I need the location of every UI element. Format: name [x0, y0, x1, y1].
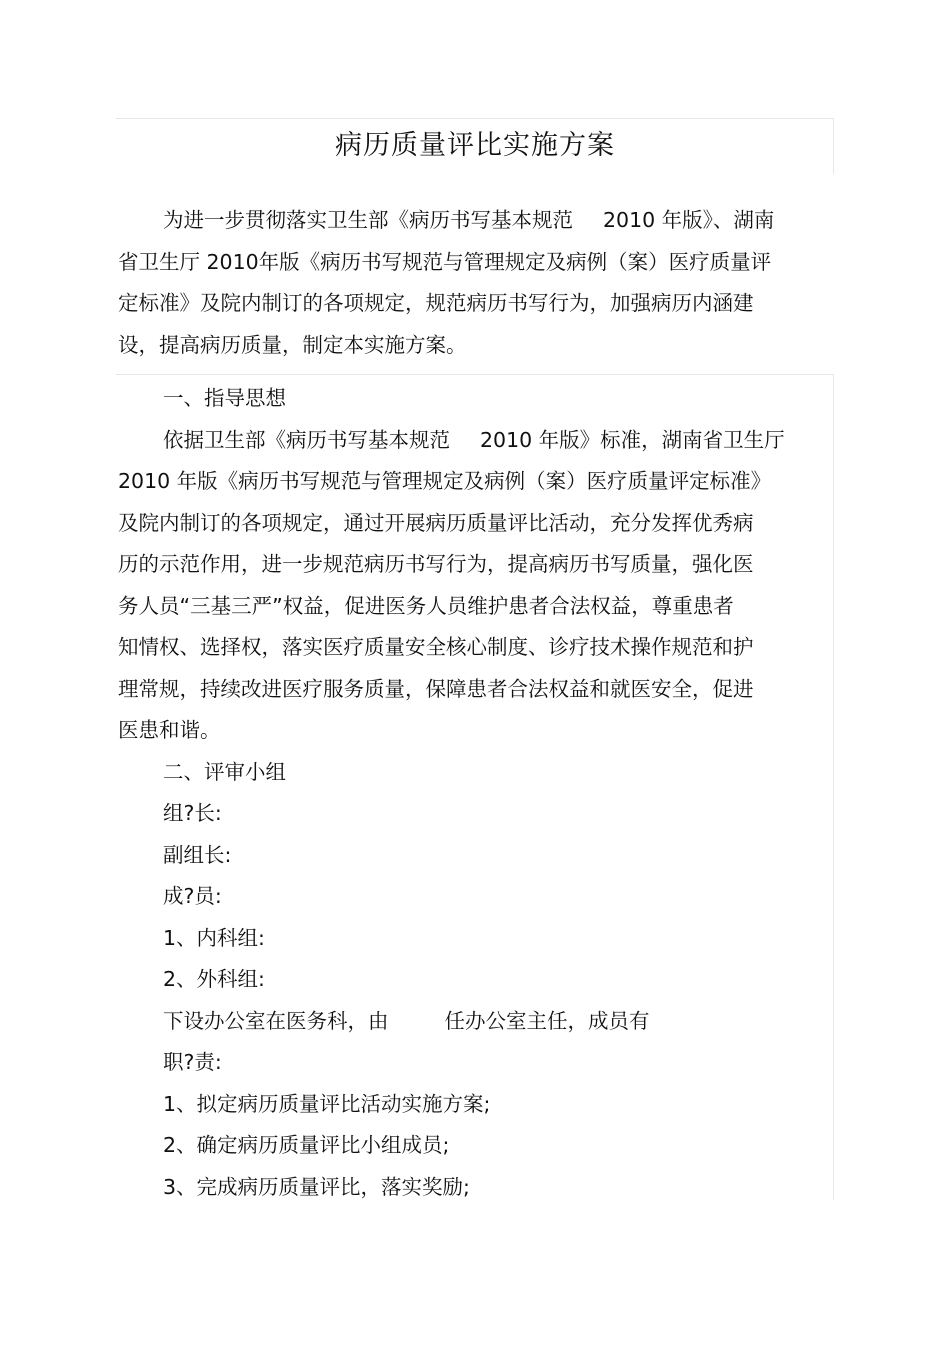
section-1-line-1-part-a: 依据卫生部《病历书写基本规范 — [163, 427, 450, 452]
intro-line-1 — [118, 200, 818, 242]
duties-label: 职?责: — [163, 1050, 222, 1074]
duty-item-3: 3、完成病历质量评比，落实奖励; — [163, 1174, 470, 1199]
section-1-line-3: 及院内制订的各项规定，通过开展病历质量评比活动，充分发挥优秀病 — [118, 510, 754, 535]
section-1-line-4: 历的示范作用，进一步规范病历书写行为，提高病历书写质量，强化医 — [118, 552, 754, 576]
section-1-heading: 一、指导思想 — [163, 386, 286, 410]
frame-line-top — [116, 118, 834, 119]
frame-line-middle — [116, 374, 834, 375]
section-1-line-5: 务人员“三基三严”权益，促进医务人员维护患者合法权益，尊重患者 — [118, 593, 734, 618]
section-1-line-7: 理常规，持续改进医疗服务质量，保障患者合法权益和就医安全，促进 — [118, 676, 754, 701]
duty-item-2: 2、确定病历质量评比小组成员; — [163, 1133, 450, 1157]
section-2-heading: 二、评审小组 — [163, 759, 286, 784]
group-leader-label: 组?长: — [163, 801, 222, 825]
duty-item-1: 1、拟定病历质量评比活动实施方案; — [163, 1091, 491, 1116]
intro-paragraph — [118, 200, 818, 366]
vice-leader-label: 副组长: — [163, 842, 232, 867]
office-line-part-a: 下设办公室在医务科，由 — [163, 1008, 389, 1033]
office-line — [118, 1001, 818, 1043]
document-body — [118, 378, 818, 1208]
internal-medicine-group: 1、内科组: — [163, 925, 265, 950]
section-1-line-1-part-b: 2010 年版》标准，湖南省卫生厅 — [480, 427, 785, 452]
document-title: 病历质量评比实施方案 — [335, 130, 615, 161]
section-1-line-1 — [118, 420, 818, 462]
intro-line-1-part-b: 2010 年版》、湖南 — [603, 208, 775, 232]
members-label: 成?员: — [163, 884, 222, 908]
section-1-line-2: 2010 年版《病历书写规范与管理规定及病例（案）医疗质量评定标准》 — [118, 469, 772, 493]
intro-line-2: 省卫生厅 2010年版《病历书写规范与管理规定及病例（案）医疗质量评 — [118, 249, 772, 274]
intro-line-1-part-a: 为进一步贯彻落实卫生部《病历书写基本规范 — [163, 208, 573, 232]
surgery-group: 2、外科组: — [163, 967, 265, 991]
section-1-line-6: 知情权、选择权，落实医疗质量安全核心制度、诊疗技术操作规范和护 — [118, 635, 754, 659]
office-line-part-b: 任办公室主任，成员有 — [444, 1008, 650, 1033]
section-1-line-8: 医患和谐。 — [118, 718, 221, 742]
intro-line-4: 设，提高病历质量，制定本实施方案。 — [118, 332, 467, 357]
intro-line-3: 定标准》及院内制订的各项规定，规范病历书写行为，加强病历内涵建 — [118, 291, 754, 315]
frame-line-middle-right — [833, 374, 834, 1200]
